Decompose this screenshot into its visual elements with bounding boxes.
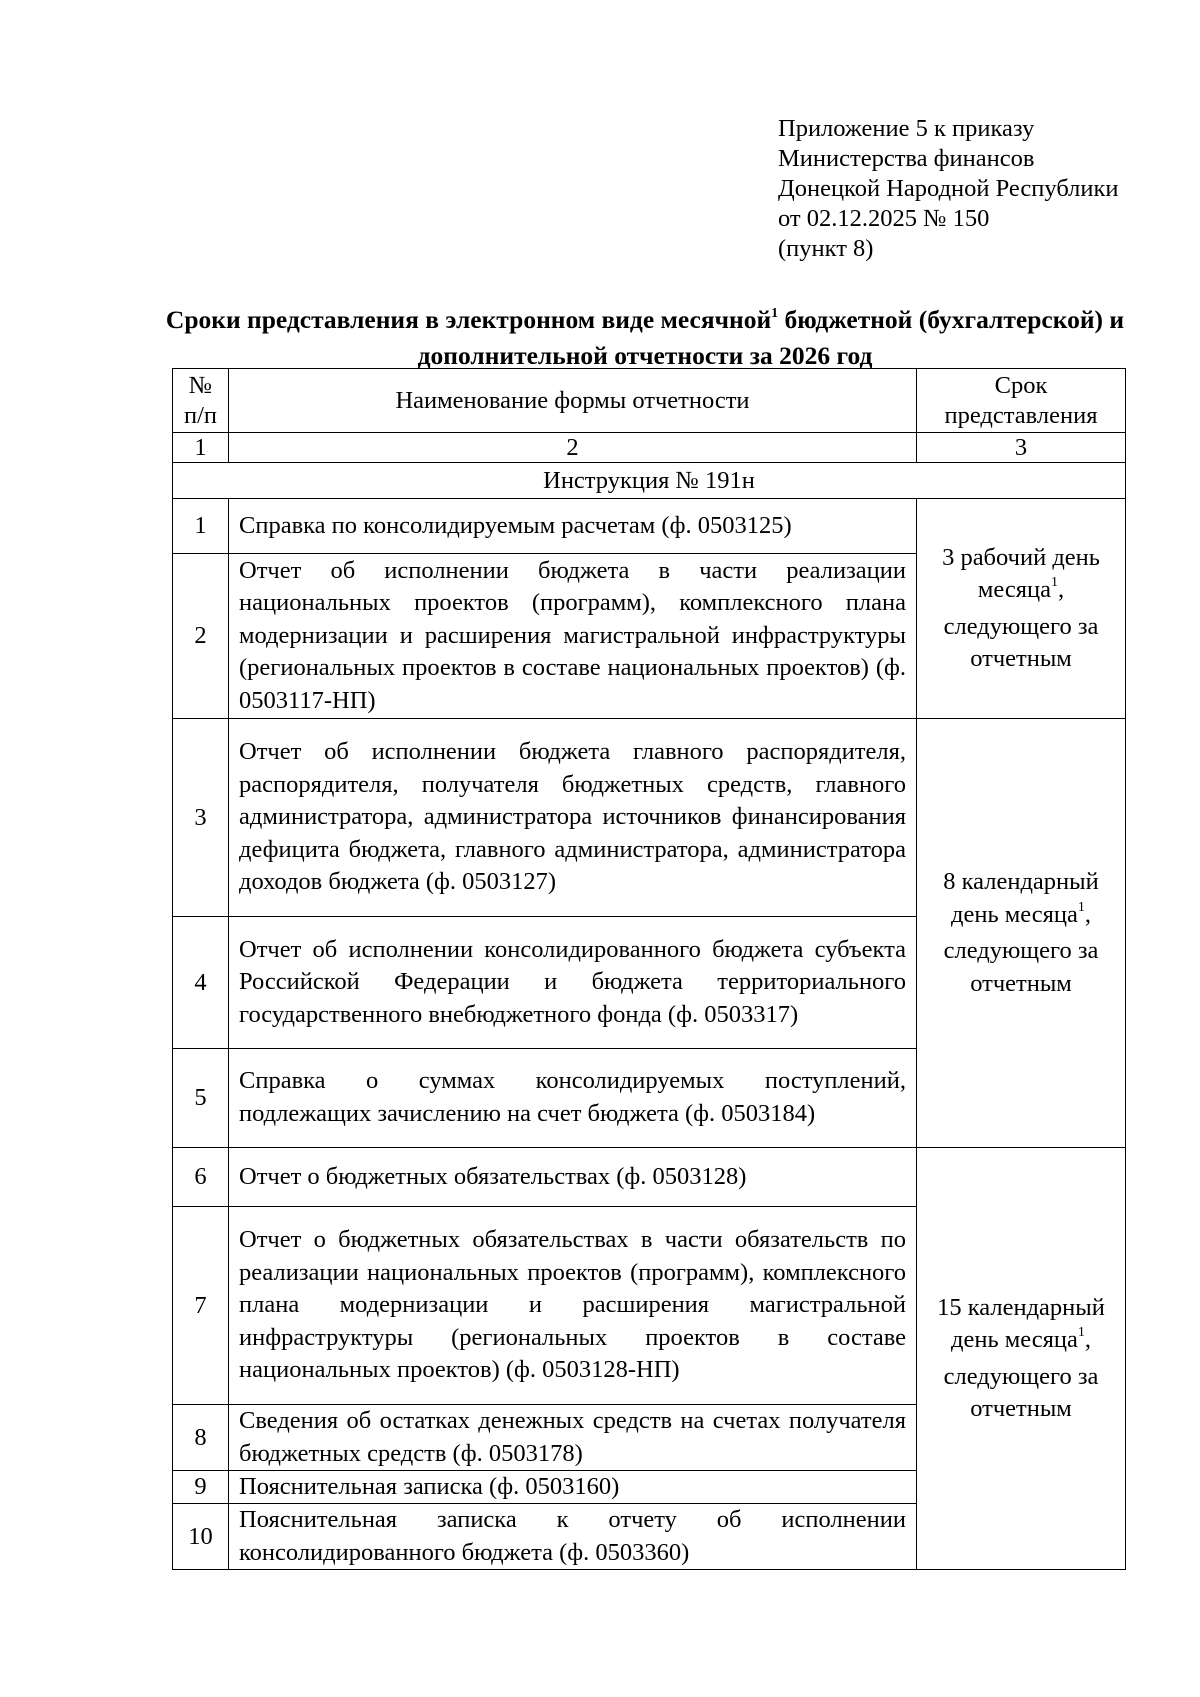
row-number: 1 [173, 499, 229, 554]
reporting-deadlines-table [172, 368, 1126, 1570]
row-number: 8 [173, 1405, 229, 1471]
row-number: 5 [173, 1049, 229, 1148]
deadline-text-rest: , следующего за отчетным [943, 576, 1099, 672]
deadline-cell [917, 719, 1126, 1148]
form-name: Отчет о бюджетных обязательствах в части обязательств по реализации национальных проектов (программ), комплексного плана модернизации и расширения магистральной инфраструктуры (региональных проектов в составе национальных проектов) (ф. 0503128-НП) [229, 1207, 917, 1405]
row-number: 4 [173, 917, 229, 1049]
appendix-line: от 02.12.2025 № 150 [778, 205, 990, 232]
row-number: 10 [173, 1504, 229, 1570]
row-number: 3 [173, 719, 229, 917]
appendix-line: (пункт 8) [778, 235, 874, 262]
column-index-cell: 2 [229, 433, 917, 463]
form-name: Справка о суммах консолидируемых поступлений, подлежащих зачислению на счет бюджета (ф. 0503184) [229, 1049, 917, 1148]
section-title: Инструкция № 191н [173, 463, 1126, 499]
table-header-row [173, 369, 1126, 433]
form-name: Пояснительная записка к отчету об исполнении консолидированного бюджета (ф. 0503360) [229, 1504, 917, 1570]
deadline-text-rest: , следующего за отчетным [943, 1326, 1099, 1423]
deadline-cell [917, 499, 1126, 719]
title-footnote-mark: 1 [771, 306, 779, 321]
appendix-reference [778, 114, 1119, 264]
appendix-line: Донецкой Народной Республики [778, 175, 1119, 202]
deadline-text: 8 календарный день месяца [943, 868, 1099, 928]
deadline-cell [917, 1148, 1126, 1570]
deadline-footnote-mark: 1 [1077, 1325, 1085, 1341]
form-name: Отчет об исполнении консолидированного бюджета субъекта Российской Федерации и бюджета территориального государственного внебюджетного фонда (ф. 0503317) [229, 917, 917, 1049]
table-row [173, 1148, 1126, 1207]
deadline-text-rest: , следующего за отчетным [943, 900, 1099, 997]
section-row [173, 463, 1126, 499]
column-index-row [173, 433, 1126, 463]
document-title [160, 304, 1130, 371]
appendix-line: Министерства финансов [778, 145, 1035, 172]
form-name: Пояснительная записка (ф. 0503160) [229, 1471, 917, 1504]
form-name: Справка по консолидируемым расчетам (ф. 0503125) [229, 499, 917, 554]
deadline-footnote-mark: 1 [1077, 899, 1085, 915]
deadline-text: 15 календарный день месяца [937, 1293, 1105, 1354]
table-row [173, 719, 1126, 917]
row-number: 2 [173, 554, 229, 719]
appendix-line: Приложение 5 к приказу [778, 115, 1035, 142]
title-part-1: Сроки представления в электронном виде месячной [165, 305, 772, 334]
row-number: 9 [173, 1471, 229, 1504]
row-number: 6 [173, 1148, 229, 1207]
form-name: Отчет об исполнении бюджета главного распорядителя, распорядителя, получателя бюджетных средств, главного администратора, администратора источников финансирования дефицита бюджета, главного администратора, администратора доходов бюджета (ф. 0503127) [229, 719, 917, 917]
header-deadline: Срок представления [917, 369, 1126, 433]
table-row [173, 499, 1126, 554]
deadline-footnote-mark: 1 [1051, 575, 1058, 590]
column-index-cell: 1 [173, 433, 229, 463]
form-name: Отчет об исполнении бюджета в части реализации национальных проектов (программ), комплексного плана модернизации и расширения магистральной инфраструктуры (региональных проектов в составе национальных проектов) (ф. 0503117-НП) [229, 554, 917, 719]
row-number: 7 [173, 1207, 229, 1405]
column-index-cell: 3 [917, 433, 1126, 463]
header-form-name: Наименование формы отчетности [229, 369, 917, 433]
header-number: № п/п [173, 369, 229, 433]
form-name: Сведения об остатках денежных средств на счетах получателя бюджетных средств (ф. 0503178) [229, 1405, 917, 1471]
deadline-text: 3 рабочий день месяца [942, 543, 1100, 603]
form-name: Отчет о бюджетных обязательствах (ф. 0503128) [229, 1148, 917, 1207]
title-part-2: бюджетной (бухгалтерской) и дополнительной отчетности за 2026 год [417, 305, 1125, 370]
